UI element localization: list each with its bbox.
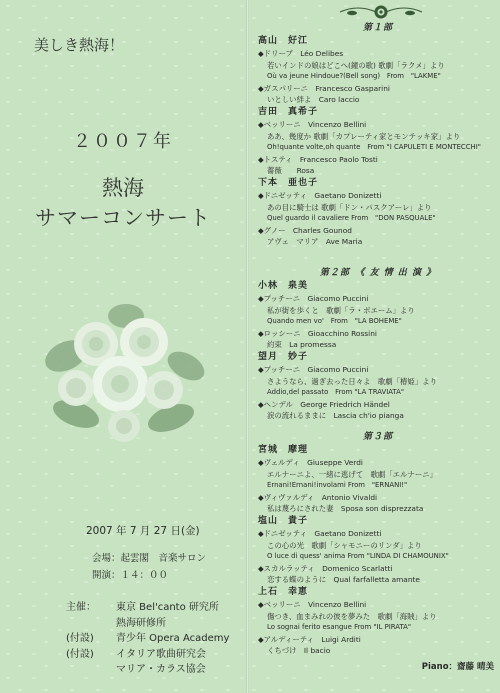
cover-panel — [0, 0, 246, 693]
song-original-title: Lo sognai ferito esangue From "IL PIRATA" — [267, 623, 412, 632]
organizer-row — [66, 600, 229, 616]
composer: ◆スカルラッティ Domenico Scarlatti — [258, 563, 393, 573]
organizer-row — [66, 616, 229, 632]
part-1 — [256, 21, 500, 248]
singer-name: 望月 妙子 — [258, 351, 309, 362]
song-original-title: Ernani!Ernani!involami From "ERNANI!" — [267, 481, 408, 490]
start-time-label: 開演： — [92, 570, 121, 581]
part-heading: 第２部 《 友 情 出 演 》 — [319, 268, 437, 278]
organizer-label — [66, 616, 116, 632]
program-panel — [256, 0, 500, 693]
part-2 — [256, 266, 500, 422]
floral-ornament-icon — [338, 4, 424, 20]
organizer-row — [66, 662, 229, 678]
song-original-title: Quel guardo il cavaliere From "DON PASQUALE" — [267, 214, 436, 223]
concert-year: ２００７年 — [73, 131, 173, 152]
composer: ◆ヴェルディ Giuseppe Verdi — [258, 458, 363, 467]
composer: ◆アルディーティ Luigi Arditi — [258, 634, 361, 644]
singer-name: 宮城 摩理 — [258, 445, 309, 455]
song-title: この心の光 歌劇「シャモニーのリンダ」より — [267, 540, 422, 550]
composer: ◆ベッリーニ Vincenzo Bellini — [258, 119, 367, 129]
composer: ◆グノー Charles Gounod — [258, 225, 352, 235]
song-title: 若いインドの娘はどこへ(鐘の歌) 歌劇「ラクメ」より — [267, 60, 445, 70]
organizer-name: マリア・カラス協会 — [116, 664, 206, 675]
song-title: ああ、幾度か 歌劇「カプレーティ家とモンテッキ家」より — [267, 131, 461, 141]
composer: ◆ヘンデル George Friedrich Händel — [258, 399, 390, 409]
flower-bouquet-image — [36, 296, 208, 446]
organizer-name: イタリア歌曲研究会 — [116, 648, 206, 660]
composer: ◆ドニゼッティ Gaetano Donizetti — [258, 528, 382, 538]
organizer-row — [66, 631, 229, 647]
part-heading: 第１部 — [362, 23, 393, 33]
song-title: 私が街を歩くと 歌劇「ラ・ボエーム」より — [267, 305, 415, 315]
composer: ◆プッチーニ Giacomo Puccini — [258, 364, 369, 374]
song-title: 傷つき、血まみれの彼を夢みた 歌劇「海賊」より — [267, 611, 437, 621]
singer-name: 下本 亜也子 — [258, 177, 319, 188]
organizer-label: (付設) — [66, 633, 94, 644]
organizer-name: 熱海研修所 — [116, 617, 166, 629]
song-title: くちづけ Il bacio — [267, 646, 331, 656]
song-original-title: Où va jeune Hindoue?(Bell song) From "LAKME" — [267, 72, 441, 81]
song-title: あの目に騎士は 歌劇「ドン・パスクアーレ」より — [267, 202, 432, 212]
composer: ◆ロッシーニ Gioacchino Rossini — [258, 328, 377, 338]
song-title: 約束 La promessa — [267, 340, 337, 350]
venue-label: 会場： — [92, 553, 121, 564]
organizer-label: 主催： — [66, 602, 96, 613]
singer-name: 高山 好江 — [258, 36, 309, 46]
song-title: 薔薇 Rosa — [267, 166, 315, 176]
fold-line — [246, 0, 249, 693]
title-line-1: 熱海 — [102, 176, 144, 200]
composer: ◆トスティ Francesco Paolo Tosti — [258, 154, 378, 164]
organizer-name: 東京 Bel'canto 研究所 — [116, 602, 219, 613]
venue-name: 起雲閣 音楽サロン — [120, 553, 207, 564]
composer: ◆ヴィヴァルディ Antonio Vivaldi — [258, 492, 378, 502]
composer: ◆ドニゼッティ Gaetano Donizetti — [258, 190, 382, 200]
song-title: エルナーニよ、一緒に逃げて 歌劇「エルナーニ」 — [267, 469, 437, 479]
organizers — [66, 600, 229, 678]
song-title: 私は蔑ろにされた妻 Sposa son disprezzata — [267, 504, 424, 514]
song-original-title: Oh!quante volte,oh quante From "I CAPULETI E MONTECCHI" — [267, 143, 481, 152]
organizer-row — [66, 647, 229, 663]
song-title: アヴェ マリア Ave Maria — [267, 237, 363, 247]
singer-name: 塩山 貴子 — [258, 515, 309, 526]
song-title: 涙の流れるままに Lascia ch'io pianga — [267, 411, 404, 421]
song-title: さようなら、過ぎ去った日々よ 歌劇「椿姫」より — [267, 376, 437, 386]
singer-name: 上石 幸恵 — [258, 586, 309, 597]
concert-date: 2007 年 7 月 27 日(金) — [86, 525, 200, 537]
composer: ◆ガスパリーニ Francesco Gasparini — [258, 83, 390, 93]
composer: ◆プッチーニ Giacomo Puccini — [258, 294, 369, 303]
song-original-title: Addio,del passato From "LA TRAVIATA" — [267, 388, 404, 397]
start-time: １４：００ — [120, 570, 169, 581]
part-3 — [256, 430, 500, 657]
greeting: 美しき熱海！ — [34, 36, 125, 54]
venue-info — [92, 550, 206, 584]
composer: ◆ドリーブ Léo Delibes — [258, 49, 344, 58]
organizer-name: 青少年 Opera Academy — [116, 633, 230, 644]
part-heading: 第３部 — [362, 432, 393, 442]
singer-name: 小林 泉美 — [258, 281, 309, 291]
song-original-title: O luce di quess' anima From "LINDA DI CHAMOUNIX" — [267, 552, 449, 561]
singer-name: 吉田 真希子 — [258, 106, 319, 117]
song-title: 恋する蝶のように Qual farfalletta amante — [267, 575, 420, 585]
song-original-title: Quando men vo' From "LA BOHEME" — [267, 317, 402, 326]
pianist-credit: Piano：齋藤 晴美 — [421, 662, 494, 672]
organizer-label: (付設) — [66, 648, 94, 660]
composer: ◆ベッリーニ Vincenzo Bellini — [258, 599, 367, 609]
organizer-label — [66, 662, 116, 678]
song-title: いとしい絆よ Caro laccio — [267, 95, 360, 105]
title-line-2: サマーコンサート — [35, 206, 211, 230]
